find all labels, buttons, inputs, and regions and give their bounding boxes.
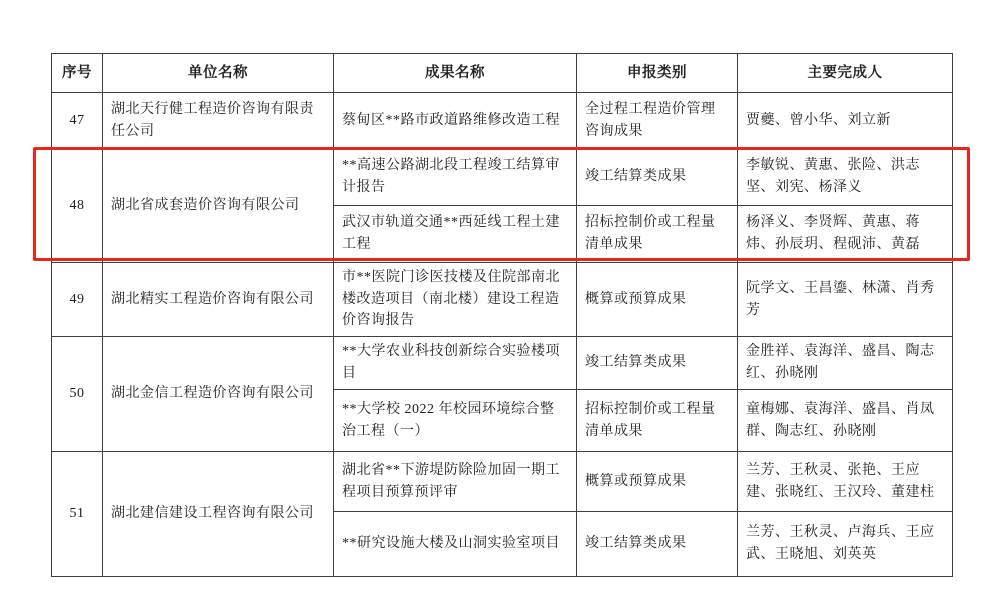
table-row — [52, 263, 953, 337]
table-row — [52, 337, 953, 390]
cell-contributors: 贾夔、曾小华、刘立新 — [738, 93, 953, 149]
cell-company: 湖北精实工程造价咨询有限公司 — [103, 263, 334, 337]
cell-category: 招标控制价或工程量清单成果 — [577, 390, 738, 452]
cell-seq: 51 — [52, 452, 103, 577]
cell-seq: 50 — [52, 337, 103, 452]
table-row — [52, 452, 953, 512]
cell-achievement: 市**医院门诊医技楼及住院部南北楼改造项目（南北楼）建设工程造价咨询报告 — [334, 263, 577, 337]
cell-category: 竣工结算类成果 — [577, 337, 738, 390]
column-header-category: 申报类别 — [577, 54, 738, 93]
cell-category: 竣工结算类成果 — [577, 149, 738, 206]
cell-achievement: 湖北省**下游堤防除险加固一期工程项目预算预评审 — [334, 452, 577, 512]
table-header-row — [52, 54, 953, 93]
column-header-company: 单位名称 — [103, 54, 334, 93]
cell-category: 全过程工程造价管理咨询成果 — [577, 93, 738, 149]
cell-company: 湖北省成套造价咨询有限公司 — [103, 149, 334, 263]
cell-achievement: **高速公路湖北段工程竣工结算审计报告 — [334, 149, 577, 206]
cell-achievement: **研究设施大楼及山洞实验室项目 — [334, 512, 577, 577]
column-header-contributors: 主要完成人 — [738, 54, 953, 93]
cell-contributors: 兰芳、王秋灵、张艳、王应建、张晓红、王汉玲、董建柱 — [738, 452, 953, 512]
table-row — [52, 93, 953, 149]
cell-contributors: 阮学文、王昌鎏、林潇、肖秀芳 — [738, 263, 953, 337]
cell-contributors: 李敏锐、黄惠、张险、洪志坚、刘宪、杨泽义 — [738, 149, 953, 206]
cell-contributors: 杨泽义、李贤辉、黄惠、蒋炜、孙辰玥、程砚沛、黄磊 — [738, 206, 953, 263]
cell-category: 概算或预算成果 — [577, 452, 738, 512]
cell-category: 概算或预算成果 — [577, 263, 738, 337]
cell-company: 湖北天行健工程造价咨询有限责任公司 — [103, 93, 334, 149]
results-table — [51, 53, 953, 577]
cell-category: 竣工结算类成果 — [577, 512, 738, 577]
column-header-seq: 序号 — [52, 54, 103, 93]
cell-company: 湖北金信工程造价咨询有限公司 — [103, 337, 334, 452]
cell-company: 湖北建信建设工程咨询有限公司 — [103, 452, 334, 577]
cell-achievement: 武汉市轨道交通**西延线工程土建工程 — [334, 206, 577, 263]
cell-contributors: 兰芳、王秋灵、卢海兵、王应武、王晓旭、刘英英 — [738, 512, 953, 577]
cell-seq: 49 — [52, 263, 103, 337]
cell-contributors: 童梅娜、袁海洋、盛昌、肖凤群、陶志红、孙晓刚 — [738, 390, 953, 452]
table-row-highlighted — [52, 149, 953, 206]
column-header-achievement: 成果名称 — [334, 54, 577, 93]
cell-seq: 48 — [52, 149, 103, 263]
cell-contributors: 金胜祥、袁海洋、盛昌、陶志红、孙晓刚 — [738, 337, 953, 390]
cell-achievement: **大学校 2022 年校园环境综合整治工程（一） — [334, 390, 577, 452]
cell-seq: 47 — [52, 93, 103, 149]
cell-achievement: 蔡甸区**路市政道路维修改造工程 — [334, 93, 577, 149]
cell-category: 招标控制价或工程量清单成果 — [577, 206, 738, 263]
cell-achievement: **大学农业科技创新综合实验楼项目 — [334, 337, 577, 390]
